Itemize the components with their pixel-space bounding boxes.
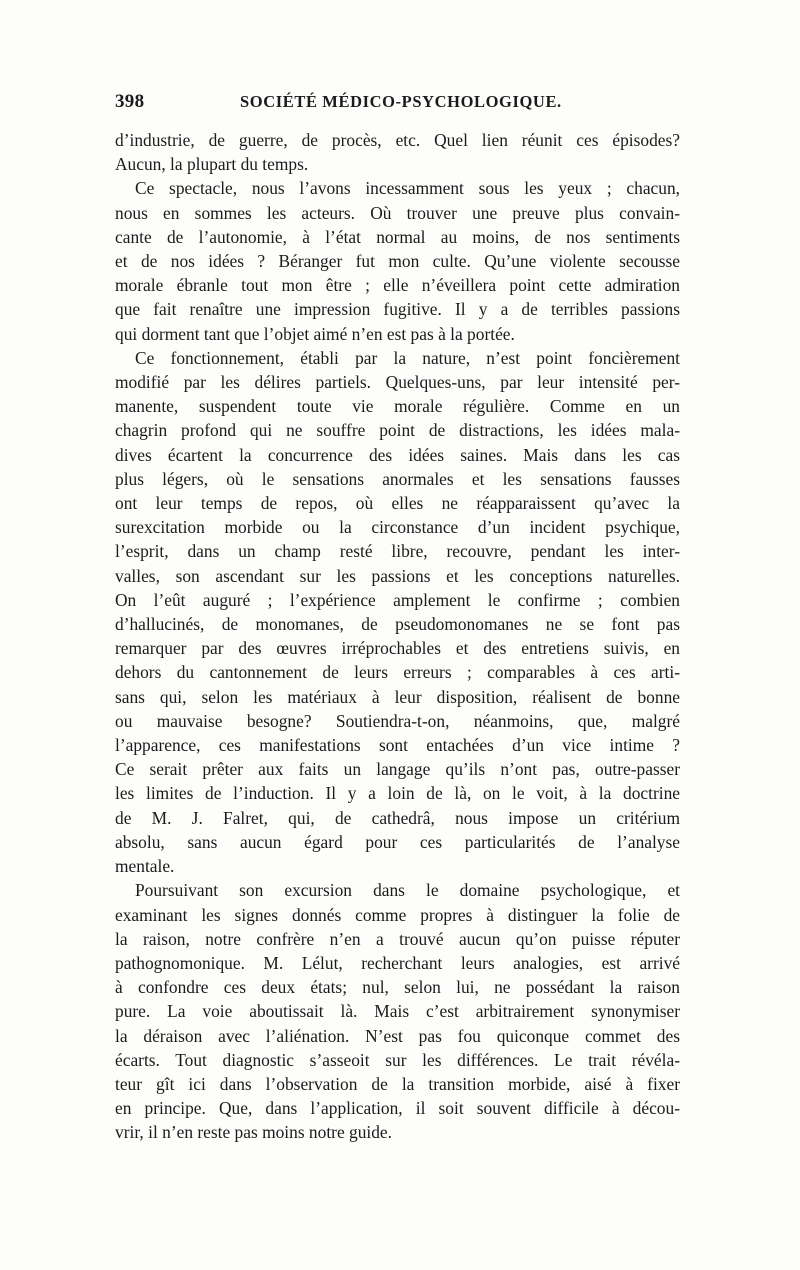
text-line: morale ébranle tout mon être ; elle n’éveillera point cette admiration: [115, 275, 680, 296]
text-line: qui dorment tant que l’objet aimé n’en est pas à la portée.: [115, 323, 515, 344]
text-line: les limites de l’induction. Il y a loin de là, on le voit, à la doctrine: [115, 783, 680, 804]
text-line: l’apparence, ces manifestations sont entachées d’un vice intime ?: [115, 735, 680, 756]
text-line: valles, son ascendant sur les passions et les conceptions naturelles.: [115, 565, 680, 586]
text-line: teur gît ici dans l’observation de la transition morbide, aisé à fixer: [115, 1073, 680, 1094]
text-line: l’esprit, dans un champ resté libre, recouvre, pendant les inter-: [115, 541, 680, 562]
page-number: 398: [115, 91, 145, 112]
running-title: SOCIÉTÉ MÉDICO-PSYCHOLOGIQUE.: [240, 92, 562, 111]
text-line: ont leur temps de repos, où elles ne réapparaissent qu’avec la: [115, 493, 680, 514]
text-line: à confondre ces deux états; nul, selon lui, ne possédant la raison: [115, 977, 680, 998]
page-header: [115, 90, 680, 114]
text-line: cante de l’autonomie, à l’état normal au moins, de nos sentiments: [115, 226, 680, 247]
text-line: nous en sommes les acteurs. Où trouver une preuve plus convain-: [115, 202, 680, 223]
text-line: absolu, sans aucun égard pour ces particularités de l’analyse: [115, 831, 680, 852]
text-line: Aucun, la plupart du temps.: [115, 154, 309, 175]
text-line: dives écartent la concurrence des idées saines. Mais dans les cas: [115, 444, 680, 465]
text-line: la déraison avec l’aliénation. N’est pas fou quiconque commet des: [115, 1025, 680, 1046]
paragraph: [115, 878, 680, 1144]
text-line: Ce spectacle, nous l’avons incessamment sous les yeux ; chacun,: [135, 178, 680, 199]
paragraph: [115, 128, 680, 176]
text-line: Ce fonctionnement, établi par la nature, n’est point foncièrement: [135, 347, 680, 368]
text-line: écarts. Tout diagnostic s’asseoit sur les différences. Le trait révéla-: [115, 1049, 680, 1070]
text-line: pure. La voie aboutissait là. Mais c’est arbitrairement synonymiser: [115, 1001, 680, 1022]
paragraph: [115, 176, 680, 345]
text-line: remarquer par des œuvres irréprochables et des entretiens suivis, en: [115, 638, 680, 659]
text-line: de M. J. Falret, qui, de cathedrâ, nous impose un critérium: [115, 807, 680, 828]
text-line: et de nos idées ? Béranger fut mon culte. Qu’une violente secousse: [115, 251, 680, 272]
text-line: ou mauvaise besogne? Soutiendra-t-on, néanmoins, que, malgré: [115, 710, 680, 731]
text-line: dehors du cantonnement de leurs erreurs ; comparables à ces arti-: [115, 662, 680, 683]
text-line: examinant les signes donnés comme propres à distinguer la folie de: [115, 904, 680, 925]
text-line: mentale.: [115, 856, 175, 877]
page-text: [115, 90, 680, 1145]
text-line: Ce serait prêter aux faits un langage qu’ils n’ont pas, outre-passer: [115, 759, 680, 780]
text-line: pathognomonique. M. Lélut, recherchant leurs analogies, est arrivé: [115, 952, 680, 973]
text-line: plus légers, où le sensations anormales et les sensations fausses: [115, 468, 680, 489]
text-line: d’industrie, de guerre, de procès, etc. Quel lien réunit ces épisodes?: [115, 130, 680, 150]
text-line: chagrin profond qui ne souffre point de distractions, les idées mala-: [115, 420, 680, 441]
text-line: surexcitation morbide ou la circonstance d’un incident psychique,: [115, 517, 680, 538]
text-line: On l’eût auguré ; l’expérience amplement le confirme ; combien: [115, 589, 680, 610]
paragraph: [115, 346, 680, 878]
text-line: sans qui, selon les matériaux à leur disposition, réalisent de bonne: [115, 686, 680, 707]
text-line: la raison, notre confrère n’en a trouvé aucun qu’on puisse réputer: [115, 928, 680, 949]
text-line: d’hallucinés, de monomanes, de pseudomonomanes ne se font pas: [115, 614, 680, 635]
text-line: que fait renaître une impression fugitive. Il y a de terribles passions: [115, 299, 680, 320]
text-line: vrir, il n’en reste pas moins notre guide.: [115, 1122, 393, 1143]
text-line: Poursuivant son excursion dans le domaine psychologique, et: [135, 880, 680, 901]
text-line: manente, suspendent toute vie morale régulière. Comme en un: [115, 396, 680, 417]
text-line: modifié par les délires partiels. Quelques-uns, par leur intensité per-: [115, 372, 680, 393]
text-line: en principe. Que, dans l’application, il soit souvent difficile à décou-: [115, 1098, 680, 1119]
